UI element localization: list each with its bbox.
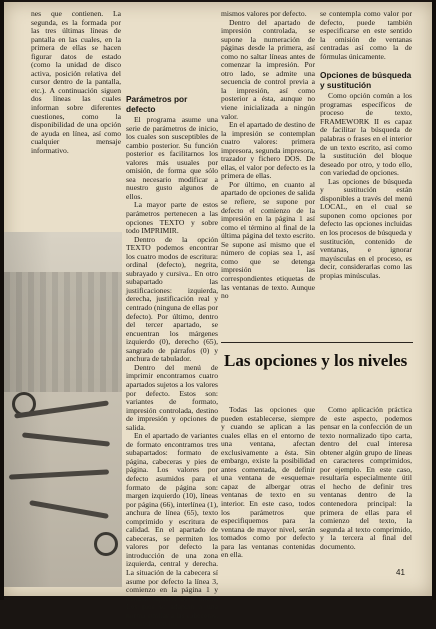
scan-border-right — [432, 0, 436, 600]
column-4 — [320, 10, 412, 280]
paragraph: Como aplicación práctica de este aspecto, podemos pensar en la confección de un texto normalizado tipo carta, dentro del cual interesa obtener algún grupo de líneas en caracteres comprimidos, por ejemplo. En este caso, resultaría especialmente útil el hecho de definir tres ventanas dentro de la contenedora principal: la primera de ellas para el comienzo del texto, la segunda al texto comprimido, y la tercera al final del documento. — [320, 405, 412, 551]
paragraph: Las opciones de búsqueda y sustitución están disponibles a través del menú LOCAL, en el cual se suponen como opciones por defecto las opciones incluidas en los procesos de búsqueda y sustitución, contenido de ventanas, e ignorar mayúsculas en el proceso, es decir, considerarlas como las propias minúsculas. — [320, 176, 412, 280]
paragraph: Dentro de la opción TEXTO podemos encontrar los cuatro modos de escritura: ordinal (defecto), negrita, subrayado y cursiva.. En otro subapartado las justificaciones: izquierda, derecha, justificación real y centrado (ninguna de ellas por defecto). Por último, dentro del tercer apartado, se encuentran los márgenes izquierdo (0), derecho (65), sangrado de párrafos (0) y anchura de tabulador. — [126, 234, 218, 364]
paragraph: En el apartado de variantes de formato encontramos tres subapartados: formato de página, cabeceras y pies de página. Los valores por defecto asumidos para el formato de página son: margen izquierdo (10), líneas por página (66), interlínea (1), anchura de línea (65), texto comprimido y escritura de calidad. En el apartado de cabeceras, se permiten los valores por defecto la introducción de una zona izquierda, central y derecha. La situación de la cabecera sí asume por defecto la línea 3, comienzo en la página 1 y margen superior de 6 líneas. Los pies se adaptan a una norma similar a las cabeceras, contando con los — [126, 431, 218, 629]
column-6 — [320, 406, 412, 551]
paragraph: Dentro del apartado de impresión controlada, se supone la numeración de páginas desde la primera, así como no saltar líneas antes de comenzar la impresión. Por otro lado, se admite una secuencia de control previa a la impresión, así como posterior a ésta, aunque no viene inicializada a ningún valor. — [221, 17, 315, 121]
section-heading-defaults: Parámetros por defecto — [126, 94, 188, 114]
photo-shade — [4, 232, 122, 587]
section-rule — [221, 342, 413, 343]
paragraph: Dentro del menú de imprimir encontramos cuatro apartados sujetos a los valores por defecto. Estos son: variantes de formato, impresión controlada, destino de impresión y opciones de salida. — [126, 362, 218, 432]
column-2 — [126, 94, 218, 629]
paragraph: se contempla como valor por defecto, puede también especificarse en este sentido la omisión de ventanas centradas así como la de fórmulas únicamente. — [320, 9, 412, 61]
paragraph: Por último, en cuanto al apartado de opciones de salida se refiere, se supone por defecto el comienzo de la impresión en la página 1 así como el término al final de la última página del texto escrito. Se supone así mismo que el número de copias sea 1, así como que se detenga impresión las correspondientes etiquetas de las ventanas de texto. Aunque no — [221, 179, 315, 301]
section-heading-search: Opciones de búsqueda y sustitución — [320, 70, 412, 91]
paragraph: nes que contienen. La segunda, es la formada por las tres últimas líneas de pantalla en las cuales, en la primera de ellas se hacen figurar datos de estado (como la unidad de disco activa, posición relativa del cursor dentro de la pantalla, etc.). A continuación siguen dos líneas las cuales informan sobre diferentes cuestiones, como la disponibilidad de una opción de ayuda en línea, así como cualquier mensaje informativo. — [31, 9, 121, 155]
paragraph: La mayor parte de estos parámetros pertenecen a las opciones TEXTO y sobre todo IMPRIMIR. — [126, 200, 218, 236]
boxed-title: Las opciones y los niveles — [224, 351, 408, 370]
paragraph: El programa asume una serie de parámetros de inicio, los cuales son susceptibles de cambio posterior. Su función posterior es facilitarnos los valores más usuales por omisión, de forma que sólo sea necesario modificar a nuestro gusto algunos de ellos. — [126, 115, 218, 201]
paragraph: Todas las opciones que pueden establecerse, siempre y cuando se aplican a las cuales ellas en el entorno de una ventana, afectan exclusivamente a ésta. Sin embargo, existe la posibilidad antes comentada, de definir una ventana de «esquema» capaz de albergar otras ventanas de texto en su interior. En este caso, todos los parámetros que especifiquemos para la ventana de mayor nivel, serán tomados como por defecto para las ventanas contenidas en ella. — [221, 405, 315, 560]
paragraph: mismos valores por defecto. — [221, 9, 307, 18]
column-1 — [31, 10, 121, 155]
paragraph: Como opción común a los programas específicos de proceso de texto, FRAMEWORK II es capaz de facilitar la búsqueda de palabras o frases en el interior de un texto escrito, así como la sustitución del bloque deseado por otro, y todo ello, con variedad de opciones. — [320, 91, 412, 178]
column-5 — [221, 406, 315, 560]
paragraph: En el apartado de destino de la impresión se contemplan cuatro valores: primera impresora, segunda impresora, trazador y fichero DOS. De ellas, el valor por defecto es la primera de ellas. — [221, 120, 315, 181]
magazine-page — [4, 2, 432, 629]
page-number: 41 — [396, 568, 405, 577]
column-3 — [221, 10, 315, 301]
tools-photo — [4, 232, 122, 587]
